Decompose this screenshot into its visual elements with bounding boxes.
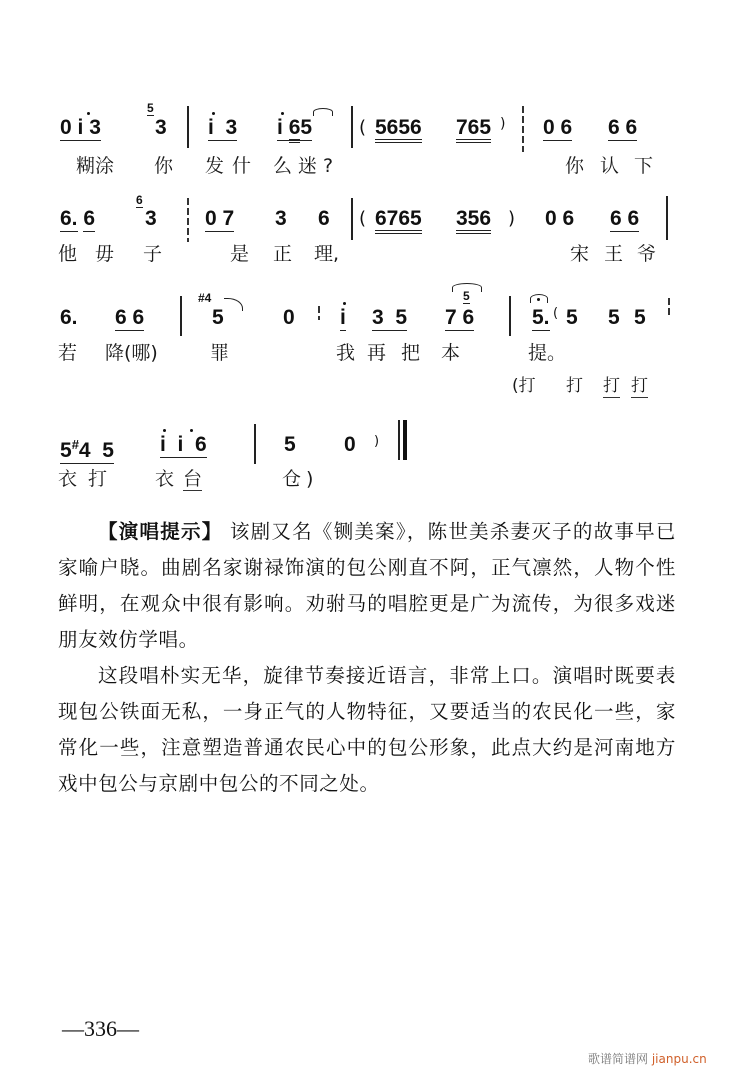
note: 0 6 bbox=[545, 207, 575, 230]
lyric: 我 bbox=[336, 342, 356, 364]
singing-tips-label: 【演唱提示】 bbox=[97, 520, 223, 543]
lyric: 罪 bbox=[210, 342, 230, 364]
high-octave-dot bbox=[163, 429, 166, 432]
high-octave-dot bbox=[281, 112, 284, 115]
commentary-paragraph-1 bbox=[58, 514, 676, 658]
lyric: 仓 bbox=[282, 468, 302, 490]
final-barline bbox=[403, 420, 407, 460]
lyric: 毋 bbox=[95, 243, 115, 265]
barline bbox=[398, 420, 400, 460]
lyric: 发什 bbox=[205, 155, 260, 177]
lyric: 若 bbox=[58, 342, 78, 364]
percussion-syllable: 打 bbox=[603, 376, 620, 396]
barline bbox=[351, 106, 353, 148]
note: 7 6 bbox=[445, 306, 475, 329]
lyric: 下 bbox=[634, 155, 654, 177]
lyric: 他 bbox=[58, 243, 78, 265]
barline-dashed bbox=[187, 198, 189, 242]
glissando-arrow bbox=[224, 298, 243, 311]
note: 0 7 bbox=[205, 207, 235, 230]
paragraph-text: 该剧又名《铡美案》，陈世美杀妻灭子的故事早已家喻户晓。曲剧名家谢禄饰演的包公刚直不阿，正气凛然，人物个性鲜明，在观众中很有影响。劝驸马的唱腔更是广为流传，为很多戏迷朋友效仿学唱。 bbox=[58, 520, 676, 651]
note: i 3 bbox=[208, 116, 238, 139]
note: 3 bbox=[145, 207, 157, 230]
note: 6. 6 bbox=[60, 207, 96, 230]
grace-note: #4 bbox=[198, 291, 212, 305]
barline bbox=[187, 106, 189, 148]
note: 6765 bbox=[375, 207, 422, 231]
barline bbox=[666, 196, 668, 240]
lyric: 理, bbox=[314, 243, 340, 265]
note: 5#4 5 bbox=[60, 437, 114, 462]
commentary-paragraph-2 bbox=[58, 658, 676, 802]
paragraph-text: 这段唱朴实无华，旋律节奏接近语言，非常上口。演唱时既要表现包公铁面无私，一身正气的人物特征，又要适当的农民化一些，家常化一些，注意塑造普通农民心中的包公形象，此点大约是河南地方戏中包公与京剧中包公的不同之处。 bbox=[58, 664, 676, 795]
high-octave-dot bbox=[212, 112, 215, 115]
lyric: 正 bbox=[273, 243, 293, 265]
note: 5656 bbox=[375, 116, 422, 140]
lyric: 是 bbox=[230, 243, 250, 265]
barline bbox=[180, 296, 182, 336]
barline bbox=[351, 198, 353, 240]
note: 5 bbox=[284, 433, 296, 456]
lyric: 提。 bbox=[528, 342, 567, 364]
lyric: 你 bbox=[565, 155, 585, 177]
lyric: 本 bbox=[441, 342, 461, 364]
grace-note: 5 bbox=[463, 289, 470, 303]
lyric: 子 bbox=[143, 243, 163, 265]
grace-note: 5 bbox=[147, 101, 154, 115]
barline-dashed bbox=[318, 306, 320, 320]
lyric: 衣 bbox=[58, 468, 78, 490]
open-paren: ( bbox=[359, 117, 367, 138]
note: i 65 bbox=[277, 116, 312, 140]
note: 5. bbox=[532, 306, 550, 329]
note: 6 6 bbox=[610, 207, 640, 230]
lyric: 打 bbox=[88, 468, 108, 490]
note: 0 6 bbox=[543, 116, 573, 139]
note: 0 bbox=[344, 433, 356, 456]
note: 3 5 bbox=[372, 306, 408, 329]
page-number: —336— bbox=[62, 1016, 139, 1041]
note: 0 bbox=[283, 306, 295, 329]
note: 5 bbox=[634, 306, 646, 329]
slur-arc bbox=[313, 108, 333, 116]
lyric: 你 bbox=[154, 155, 174, 177]
lyric: 王 bbox=[604, 243, 624, 265]
note: 356 bbox=[456, 207, 491, 231]
lyric: ) bbox=[306, 468, 314, 490]
open-paren: ( bbox=[359, 208, 367, 229]
note: 6 bbox=[318, 207, 330, 230]
note: 6. bbox=[60, 306, 78, 329]
watermark-site-name: 歌谱简谱网 bbox=[588, 1052, 649, 1066]
note: 5 bbox=[566, 306, 578, 329]
watermark bbox=[588, 1050, 707, 1067]
high-octave-dot bbox=[190, 429, 193, 432]
note: 765 bbox=[456, 116, 491, 140]
lyric: 再 bbox=[367, 342, 387, 364]
barline-dashed bbox=[522, 106, 524, 152]
slur-arc bbox=[452, 283, 482, 292]
close-paren: ) bbox=[374, 434, 380, 449]
lyric: 降(哪) bbox=[105, 342, 158, 364]
lyric: 糊涂 bbox=[76, 155, 115, 177]
fermata-dot bbox=[537, 298, 540, 301]
lyric: 台 bbox=[183, 468, 203, 490]
open-paren: ( bbox=[553, 306, 559, 321]
barline bbox=[509, 296, 511, 336]
note: i i 6 bbox=[160, 433, 207, 456]
lyric: 认 bbox=[600, 155, 620, 177]
percussion-syllable: (打 bbox=[512, 376, 536, 396]
commentary bbox=[58, 514, 676, 802]
note: 5 bbox=[608, 306, 620, 329]
lyric: 么迷? bbox=[273, 155, 340, 177]
note: 6 6 bbox=[608, 116, 638, 139]
note: i bbox=[340, 306, 346, 329]
lyric: 爷 bbox=[637, 243, 657, 265]
close-paren: ) bbox=[500, 116, 506, 132]
high-octave-dot bbox=[87, 112, 90, 115]
note: 6 6 bbox=[115, 306, 145, 329]
barline-dashed bbox=[668, 298, 670, 318]
lyric: 宋 bbox=[570, 243, 590, 265]
lyric: 衣 bbox=[155, 468, 175, 490]
percussion-syllable: 打 bbox=[631, 376, 648, 396]
note: 0 i 3 bbox=[60, 116, 101, 139]
watermark-url: jianpu.cn bbox=[651, 1052, 707, 1066]
note: 3 bbox=[155, 116, 167, 139]
barline bbox=[254, 424, 256, 464]
close-paren: ) bbox=[508, 208, 516, 229]
lyric: 把 bbox=[401, 342, 421, 364]
note: 3 bbox=[275, 207, 287, 230]
high-octave-dot bbox=[343, 302, 346, 305]
grace-note: 6 bbox=[136, 193, 143, 207]
note: 5 bbox=[212, 306, 224, 329]
percussion-syllable: 打 bbox=[566, 376, 583, 396]
